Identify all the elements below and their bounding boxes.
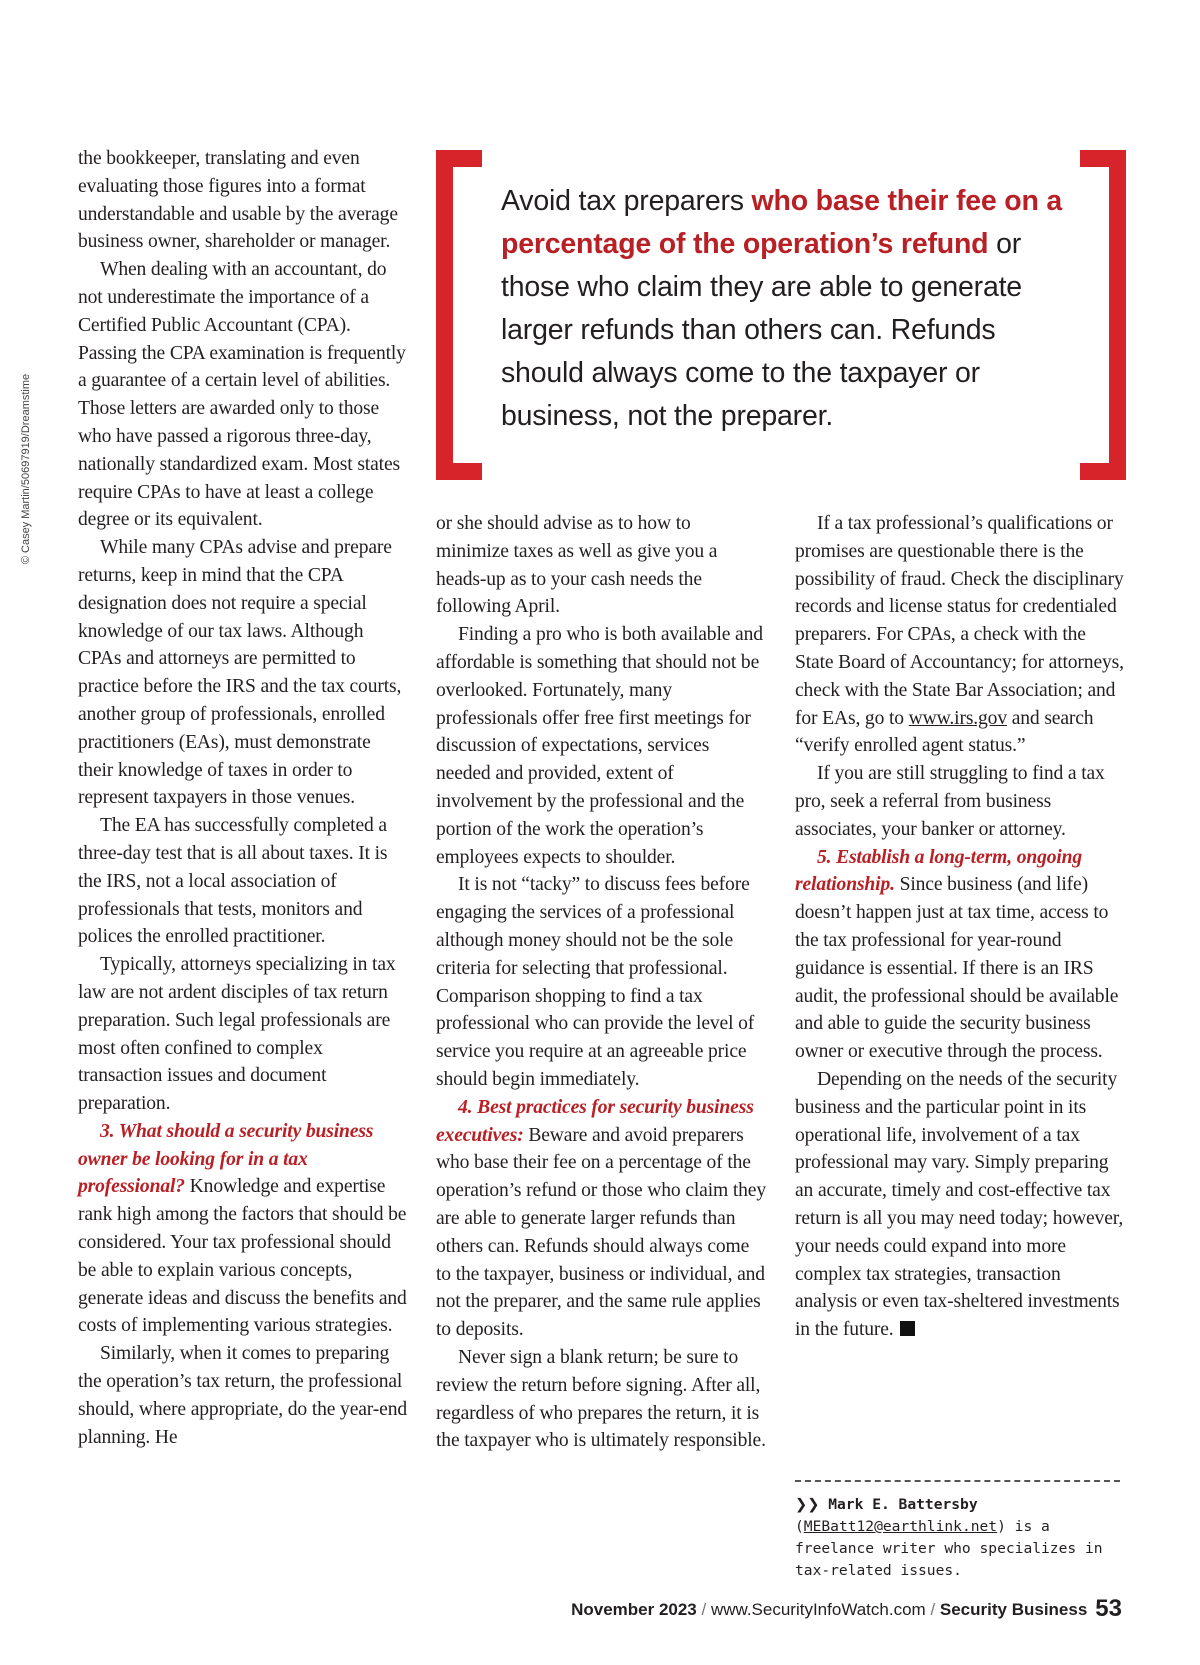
paragraph-text: and search “verify enrolled agent status.”: [795, 707, 1094, 757]
section-heading-5: 5. Establish a long-term, ongoing relationship.: [795, 846, 1083, 896]
magazine-name: Security Business: [939, 1600, 1088, 1619]
pull-quote: [436, 150, 1126, 480]
right-bracket-icon: [1080, 150, 1126, 480]
paragraph: It is not “tacky” to discuss fees before engaging the services of a professional although money should not be the sole criteria for selecting that professional. Comparison shopping to find a tax professional who can provide the level of service you require at an agreeable price should begin immediately.: [436, 874, 755, 1090]
paragraph: The EA has successfully completed a three-day test that is all about taxes. It is the IRS, not a local association of professionals that tests, monitors and polices the enrolled practitioner.: [78, 815, 388, 948]
section-heading-3: 3. What should a security business owner be looking for in a tax professional?: [78, 1120, 374, 1198]
site-url[interactable]: www.SecurityInfoWatch.com: [710, 1600, 926, 1619]
issue-date: November 2023: [571, 1600, 697, 1619]
pull-quote-post: or those who claim they are able to generate larger refunds than others can. Refunds should always come to the taxpayer or business, not the preparer.: [501, 228, 1022, 432]
paragraph: [795, 844, 1125, 1066]
paragraph-text: If a tax professional’s qualifications or promises are questionable there is the possibility of fraud. Check the disciplinary records and license status for credentialed preparers. For CPAs, a check with the State Board of Accountancy; for attorneys, check with the State Bar Association; and for EAs, go to: [795, 513, 1124, 729]
footer-separator: /: [925, 1600, 940, 1619]
photo-credit: © Casey Martin/50697919/Dreamstime: [20, 373, 32, 565]
bio-text: (: [795, 1518, 804, 1535]
pull-quote-highlight: who base their fee on a percentage of the operation’s refund: [501, 185, 1063, 260]
article-column-2: [436, 510, 766, 1455]
article-column-1: [78, 145, 408, 1451]
page-footer: [571, 1595, 1122, 1623]
paragraph: Typically, attorneys specializing in tax law are not ardent disciples of tax return preparation. Such legal professionals are most often confined to complex transaction issues and document preparation.: [78, 954, 396, 1115]
section-heading-4: 4. Best practices for security business executives:: [436, 1096, 754, 1146]
chevron-right-icon: ❯❯: [795, 1496, 820, 1513]
end-mark-icon: [900, 1321, 915, 1336]
bio-text: ) is a freelance writer who specializes in tax-related issues.: [795, 1518, 1103, 1579]
left-bracket-icon: [436, 150, 482, 480]
paragraph: or she should advise as to how to minimize taxes as well as give you a heads-up as to your cash needs the following April.: [436, 513, 718, 618]
paragraph: [436, 1094, 766, 1344]
page-number: 53: [1095, 1595, 1122, 1622]
paragraph: Never sign a blank return; be sure to review the return before signing. After all, regardless of who prepares the return, it is the taxpayer who is ultimately responsible.: [436, 1346, 766, 1452]
paragraph: [795, 1066, 1125, 1344]
paragraph: Similarly, when it comes to preparing the operation’s tax return, the professional should, where appropriate, do the year-end planning. He: [78, 1343, 407, 1448]
paragraph: When dealing with an accountant, do not underestimate the importance of a Certified Public Accountant (CPA). Passing the CPA examination is frequently a guarantee of a certain level of abilities. Those letters are awarded only to those who have passed a rigorous three-day, nationally standardized exam. Most states require CPAs to have at least a college degree or its equivalent.: [78, 259, 406, 531]
paragraph-text: Depending on the needs of the security business and the particular point in its operational life, involvement of a tax professional may vary. Simply preparing an accurate, timely and cost-effective tax return is all you may need today; however, your needs could expand into more complex tax strategies, transaction analysis or even tax-sheltered investments in the future.: [795, 1068, 1124, 1341]
paragraph: [78, 1118, 408, 1340]
article-column-3: [795, 510, 1125, 1344]
footer-separator: /: [696, 1600, 711, 1619]
author-bio: [795, 1480, 1120, 1582]
pull-quote-text: [501, 180, 1081, 438]
irs-link[interactable]: www.irs.gov: [908, 707, 1007, 729]
paragraph-text: Knowledge and expertise rank high among the factors that should be considered. Your tax professional should be able to explain various concepts, generate ideas and discuss the benefits and costs of implementing various strategies.: [78, 1176, 407, 1337]
author-name: Mark E. Battersby: [828, 1496, 978, 1513]
paragraph-text: Since business (and life) doesn’t happen just at tax time, access to the tax professional for year-round guidance is essential. If there is an IRS audit, the professional should be available and able to guide the security business owner or executive through the process.: [795, 874, 1119, 1063]
author-email-link[interactable]: MEBatt12@earthlink.net: [803, 1518, 998, 1535]
paragraph: While many CPAs advise and prepare returns, keep in mind that the CPA designation does not require a special knowledge of our tax laws. Although CPAs and attorneys are permitted to practice before the IRS and the tax courts, another group of professionals, enrolled practitioners (EAs), must demonstrate their knowledge of taxes in order to represent taxpayers in those venues.: [78, 537, 402, 809]
pull-quote-pre: Avoid tax preparers: [501, 185, 752, 217]
paragraph: [795, 510, 1125, 760]
paragraph-text: Beware and avoid preparers who base their fee on a percentage of the operation’s refund or those who claim they are able to generate larger refunds than others can. Refunds should always come to the taxpayer, business or individual, and not the preparer, and the same rule applies to deposits.: [436, 1124, 766, 1341]
paragraph: If you are still struggling to find a tax pro, seek a referral from business associates, your banker or attorney.: [795, 763, 1105, 840]
paragraph: Finding a pro who is both available and affordable is something that should not be overlooked. Fortunately, many professionals offer free first meetings for discussion of expectations, services needed and provided, extent of involvement by the professional and the portion of the work the operation’s employees expects to shoulder.: [436, 624, 763, 868]
paragraph: the bookkeeper, translating and even evaluating those figures into a format understandable and usable by the average business owner, shareholder or manager.: [78, 148, 398, 253]
